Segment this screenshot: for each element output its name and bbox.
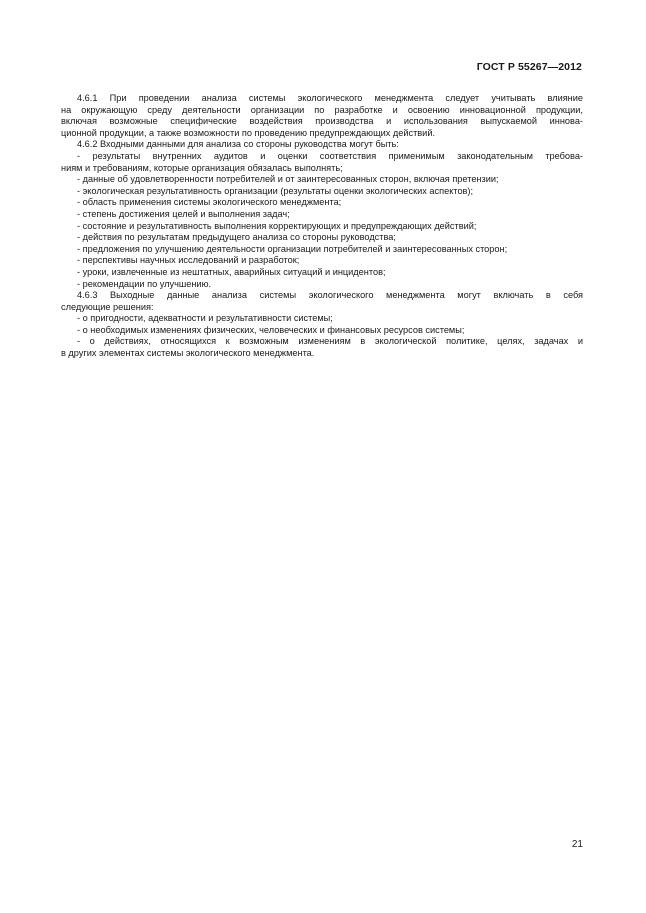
list-item-previous-review: - действия по результатам предыдущего анализа со стороны руководства;	[77, 232, 396, 243]
page-number: 21	[571, 839, 583, 850]
paragraph-4-6-1-line-2: на окружающую среду деятельности организации по разработке и освоению инновационной продукции,	[61, 104, 583, 115]
document-body	[61, 93, 583, 360]
list-item-research: - перспективы научных исследований и разработок;	[77, 255, 300, 266]
document-header-id: ГОСТ Р 55267—2012	[476, 61, 582, 73]
list-item-resources: - о необходимых изменениях физических, человеческих и финансовых ресурсов системы;	[77, 324, 465, 335]
list-item-recommendations: - рекомендации по улучшению.	[77, 278, 212, 289]
list-item-satisfaction: - данные об удовлетворенности потребителей и от заинтересованных сторон, включая претензии;	[77, 174, 499, 185]
list-item-goals: - степень достижения целей и выполнения задач;	[77, 208, 290, 219]
paragraph-4-6-3-line-1: 4.6.3 Выходные данные анализа системы экологического менеджмента могут включать в себя	[77, 290, 583, 301]
list-item-corrective-actions: - состояние и результативность выполнения корректирующих и предупреждающих действий;	[77, 220, 477, 231]
list-item-policy-changes-line-2: в других элементах системы экологического менеджмента.	[61, 348, 315, 359]
list-item-improvement-proposals: - предложения по улучшению деятельности организации потребителей и заинтересованных сторон;	[77, 243, 508, 254]
list-item-lessons: - уроки, извлеченные из нештатных, аварийных ситуаций и инцидентов;	[77, 266, 386, 277]
list-item-suitability: - о пригодности, адекватности и результативности системы;	[77, 313, 333, 324]
list-item-audits-line-2: ниям и требованиям, которые организация обязалась выполнять;	[61, 162, 343, 173]
list-item-audits-line-1: - результаты внутренних аудитов и оценки соответствия применимым законодательным требова-	[77, 150, 583, 161]
list-item-performance: - экологическая результативность организации (результаты оценки экологических аспектов);	[77, 185, 474, 196]
paragraph-4-6-1-line-4: ционной продукции, а также возможности по проведению предупреждающих действий.	[61, 127, 436, 138]
paragraph-4-6-3-line-2: следующие решения:	[61, 301, 154, 312]
paragraph-4-6-1-line-1: 4.6.1 При проведении анализа системы экологического менеджмента следует учитывать влияние	[77, 93, 583, 103]
paragraph-4-6-1-line-3: включая возможные специфические воздействия производства и использования выпускаемой иннова-	[61, 116, 583, 127]
list-item-scope: - область применения системы экологического менеджмента;	[77, 197, 342, 208]
list-item-policy-changes-line-1: - о действиях, относящихся к возможным изменениям в экологической политике, целях, задачах и	[77, 336, 583, 347]
paragraph-4-6-2: 4.6.2 Входными данными для анализа со стороны руководства могут быть:	[77, 139, 399, 150]
